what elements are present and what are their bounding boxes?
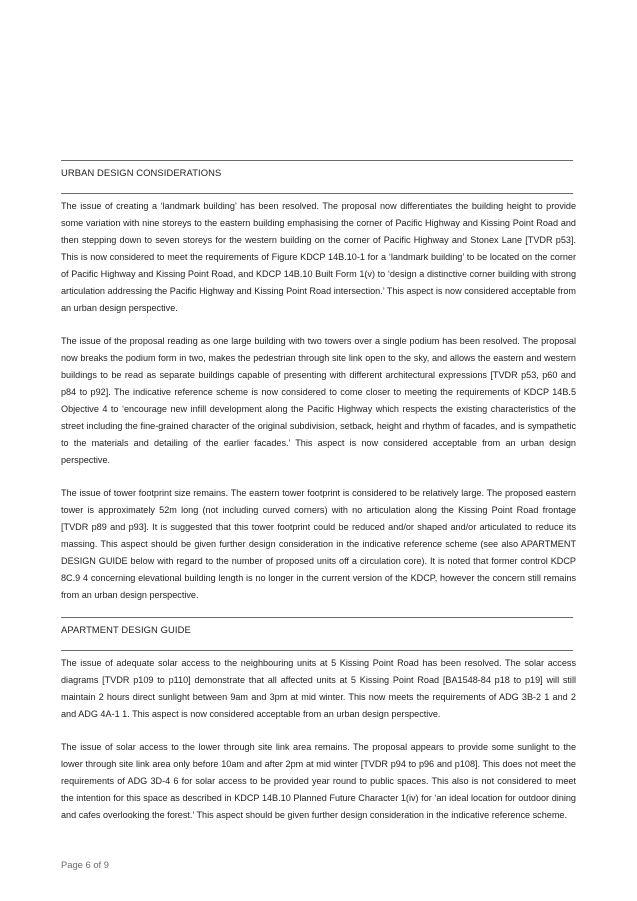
- section-divider-top: [61, 617, 573, 618]
- page-number: Page 6 of 9: [61, 859, 109, 870]
- paragraph-landmark-building: The issue of creating a ‘landmark building’ has been resolved. The proposal now differentiates the building height to provide some variation with nine storeys to the eastern building emphasising the corner of Pacific Highway and Kissing Point Road and then stepping down to seven storeys for the western building on the corner of Pacific Highway and Stonex Lane [TVDR p53]. This is now considered to meet the requirements of Figure KDCP 14B.10-1 for a ‘landmark building’ to be located on the corner of Pacific Highway and Kissing Point Road, and KDCP 14B.10 Built Form 1(v) to ‘design a distinctive corner building with strong articulation addressing the Pacific Highway and Kissing Point Road intersection.’ This aspect is now considered acceptable from an urban design perspective.: [61, 201, 576, 313]
- paragraph-two-towers: The issue of the proposal reading as one large building with two towers over a single podium has been resolved. The proposal now breaks the podium form in two, makes the pedestrian through site link open to the sky, and allows the eastern and western buildings to be read as separate buildings capable of presenting with different architectural expressions [TVDR p53, p60 and p84 to p92]. The indicative reference scheme is now considered to come closer to meeting the requirements of KDCP 14B.5 Objective 4 to ‘encourage new infill development along the Pacific Highway which respects the existing characteristics of the street including the fine-grained character of the original subdivision, setback, height and rhythm of facades, and is sympathetic to the materials and detailing of the earlier facades.’ This aspect is now considered acceptable from an urban design perspective.: [61, 336, 576, 465]
- section-divider-bottom: [61, 650, 573, 651]
- paragraph-solar-access-neighbours: The issue of adequate solar access to the neighbouring units at 5 Kissing Point Road has been resolved. The solar access diagrams [TVDR p109 to p110] demonstrate that all affected units at 5 Kissing Point Road [BA1548-84 p18 to p19] will still maintain 2 hours direct sunlight between 9am and 3pm at mid winter. This now meets the requirements of ADG 3B-2 1 and 2 and ADG 4A-1 1. This aspect is now considered acceptable from an urban design perspective.: [61, 658, 576, 719]
- section-heading-urban-design: URBAN DESIGN CONSIDERATIONS: [61, 167, 222, 178]
- section-divider-top: [61, 160, 573, 161]
- section-divider-bottom: [61, 193, 573, 194]
- paragraph-solar-access-site-link: The issue of solar access to the lower through site link area remains. The proposal appears to provide some sunlight to the lower through site link area only before 10am and after 2pm at mid winter [TVDR p94 to p96 and p108]. This does not meet the requirements of ADG 3D-4 6 for solar access to be provided year round to public spaces. This also is not considered to meet the intention for this space as described in KDCP 14B.10 Planned Future Character 1(iv) for ‘an ideal location for outdoor dining and cafes overlooking the forest.’ This aspect should be given further design consideration in the indicative reference scheme.: [61, 742, 576, 820]
- section-heading-apartment-design-guide: APARTMENT DESIGN GUIDE: [61, 624, 191, 635]
- paragraph-tower-footprint: The issue of tower footprint size remains. The eastern tower footprint is considered to be relatively large. The proposed eastern tower is approximately 52m long (not including curved corners) with no articulation along the Kissing Point Road frontage [TVDR p89 and p93]. It is suggested that this tower footprint could be reduced and/or shaped and/or articulated to reduce its massing. This aspect should be given further design consideration in the indicative reference scheme (see also APARTMENT DESIGN GUIDE below with regard to the number of proposed units off a circulation core). It is noted that former control KDCP 8C.9 4 concerning elevational building length is no longer in the current version of the KDCP, however the concern still remains from an urban design perspective.: [61, 488, 576, 600]
